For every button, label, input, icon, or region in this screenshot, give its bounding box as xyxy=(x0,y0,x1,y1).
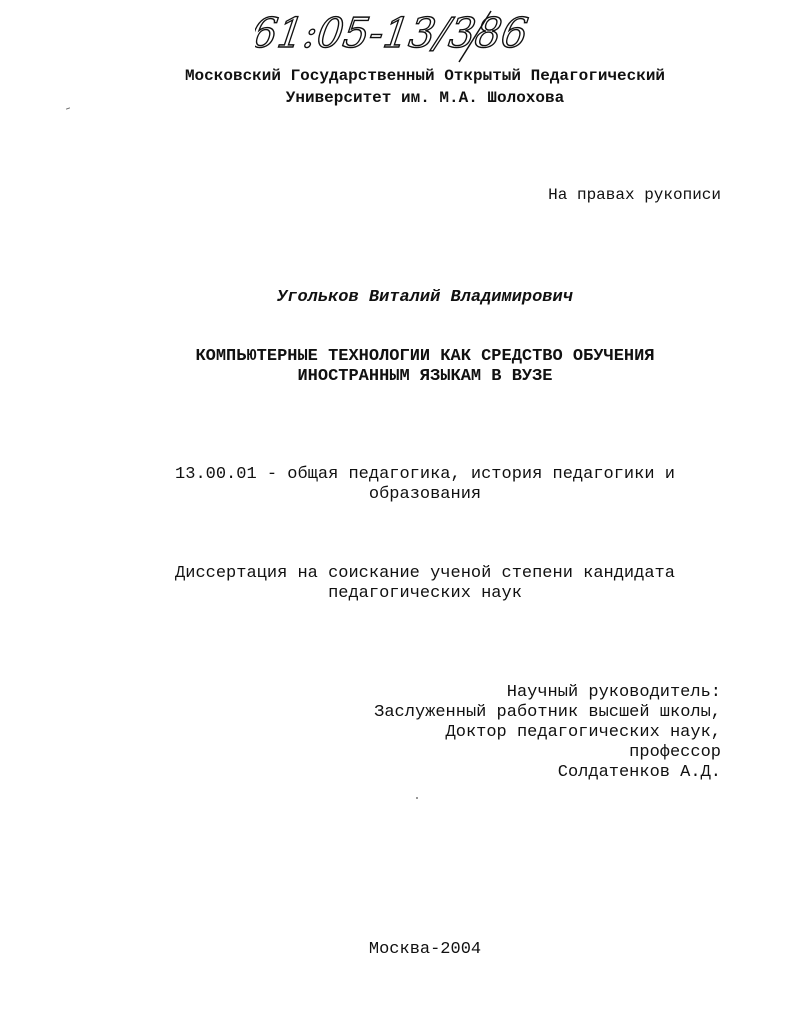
specialty-line-1: 13.00.01 - общая педагогика, история педагогики и xyxy=(175,465,675,484)
handwritten-catalog-code xyxy=(255,8,530,66)
author-name: Угольков Виталий Владимирович xyxy=(277,288,573,307)
scan-mark xyxy=(66,107,70,109)
specialty-line-2: образования xyxy=(368,485,482,504)
dissertation-line-1: Диссертация на соискание ученой степени кандидата xyxy=(175,564,675,583)
city-year: Москва-2004 xyxy=(368,940,482,959)
supervisor-label: Научный руководитель: xyxy=(506,683,721,702)
handwritten-code-text: 61:05-13/386 xyxy=(255,9,530,57)
title-line-2: ИНОСТРАННЫМ ЯЗЫКАМ В ВУЗЕ xyxy=(297,367,553,386)
dissertation-line-2: педагогических наук xyxy=(328,584,522,603)
university-name-line-2: Университет им. М.А. Шолохова xyxy=(285,89,565,107)
supervisor-line-2: Доктор педагогических наук, xyxy=(445,723,721,742)
scan-dot xyxy=(416,797,418,799)
supervisor-line-1: Заслуженный работник высшей школы, xyxy=(374,703,721,722)
rights-note: На правах рукописи xyxy=(548,186,721,204)
supervisor-line-3: профессор xyxy=(629,743,721,762)
supervisor-name: Солдатенков А.Д. xyxy=(557,763,721,782)
title-line-1: КОМПЬЮТЕРНЫЕ ТЕХНОЛОГИИ КАК СРЕДСТВО ОБУЧЕНИЯ xyxy=(195,347,655,366)
university-name-line-1: Московский Государственный Открытый Педагогический xyxy=(184,67,666,85)
